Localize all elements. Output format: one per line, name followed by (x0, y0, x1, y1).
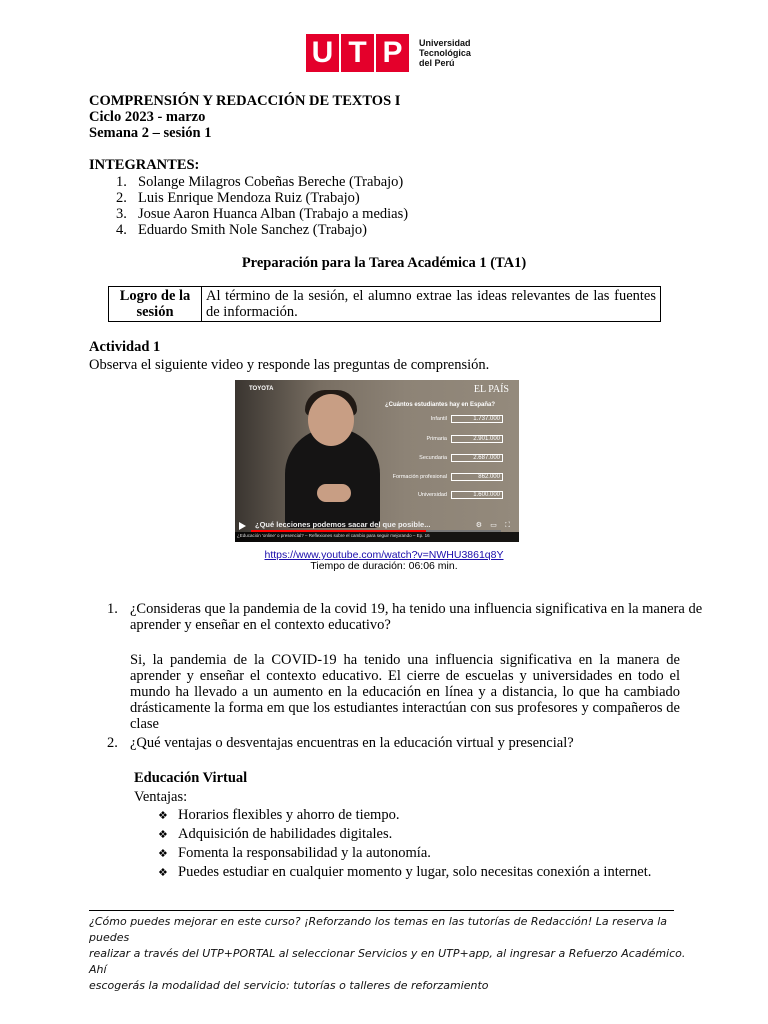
question-2: ¿Qué ventajas o desventajas encuentras en la educación virtual y presencial? (130, 735, 574, 751)
video-duration: Tiempo de duración: 06:06 min. (310, 560, 458, 572)
question-1-line-1: ¿Consideras que la pandemia de la covid 19, ha tenido una influencia significativa en la manera de (130, 601, 703, 617)
logo-letter-t: T (341, 34, 374, 72)
utp-logo (306, 34, 471, 72)
list-item: ❖ Puedes estudiar en cualquier momento y lugar, solo necesitas conexión a internet. (158, 864, 652, 880)
course-title: COMPRENSIÓN Y REDACCIÓN DE TEXTOS I (89, 93, 401, 109)
video-stat: Universidad 1.600.000 (385, 490, 503, 500)
member-item: 3. Josue Aaron Huanca Alban (Trabajo a medias) (116, 206, 409, 222)
video-controls-icons[interactable]: ⚙ ▭ ⛶ (475, 521, 513, 529)
logo-letter-p: P (376, 34, 409, 72)
video-stat: Infantil 1.737.000 (385, 414, 503, 424)
virtual-heading: Educación Virtual (134, 770, 248, 786)
members-heading: INTEGRANTES: (89, 157, 200, 173)
activity-title: Actividad 1 (89, 339, 161, 355)
footer-divider (89, 910, 674, 911)
member-item: 4. Eduardo Smith Nole Sanchez (Trabajo) (116, 222, 367, 238)
video-brand: TOYOTA (249, 386, 274, 392)
logo-letter-u: U (306, 34, 339, 72)
diamond-bullet-icon: ❖ (158, 866, 168, 879)
list-item: ❖ Fomenta la responsabilidad y la autonomía. (158, 845, 431, 861)
week-label: Semana 2 – sesión 1 (89, 125, 212, 141)
cycle-label: Ciclo 2023 - marzo (89, 109, 206, 125)
members-list (116, 174, 408, 238)
advantages-list (158, 806, 651, 882)
diamond-bullet-icon: ❖ (158, 847, 168, 860)
activity-instruction: Observa el siguiente video y responde las preguntas de comprensión. (89, 357, 490, 373)
video-publisher: EL PAÍS (473, 384, 509, 395)
presenter-head (308, 394, 354, 446)
footer-note: ¿Cómo puedes mejorar en este curso? ¡Reforzando los temas en las tutorías de Redacción! La reserva la puedes realizar a través del UTP+PORTAL al seleccionar Servicios y en UTP+app, al ingresar a Refuerzo Académico. Ahí escogerás la modalidad del servicio: tutorías o talleres de reforzamiento (89, 915, 686, 992)
video-caption: ¿Qué lecciones podemos sacar del que posible... (255, 520, 431, 529)
video-title-bar: ¿Educación 'online' o presencial? – Reflexiones sobre el cambio para seguir mejorando – Ep. 16 (235, 532, 519, 542)
diamond-bullet-icon: ❖ (158, 809, 168, 822)
logro-label: Logro de la sesión (109, 287, 202, 322)
video-player[interactable] (235, 380, 519, 542)
video-question: ¿Cuántos estudiantes hay en España? (385, 402, 496, 408)
list-item: ❖ Horarios flexibles y ahorro de tiempo. (158, 807, 400, 823)
presenter-hands (317, 484, 351, 502)
question-number: 2. (107, 735, 118, 751)
question-1-line-2: aprender y enseñar en el contexto educativo? (130, 617, 391, 633)
question-number: 1. (107, 601, 118, 617)
video-stat: Primaria 2.901.000 (385, 434, 503, 444)
member-item: 2. Luis Enrique Mendoza Ruiz (Trabajo) (116, 190, 360, 206)
advantages-label: Ventajas: (134, 789, 188, 805)
list-item: ❖ Adquisición de habilidades digitales. (158, 826, 393, 842)
logro-text: Al término de la sesión, el alumno extrae las ideas relevantes de las fuentes de información. (202, 287, 661, 322)
video-stat: Secundaria 2.687.000 (385, 453, 503, 463)
video-stat: Formación profesional 862.000 (385, 472, 503, 482)
video-url-link[interactable]: https://www.youtube.com/watch?v=NWHU3861q8Y (264, 549, 504, 561)
logro-table (108, 286, 661, 322)
member-item: 1. Solange Milagros Cobeñas Bereche (Trabajo) (116, 174, 404, 190)
play-icon[interactable] (239, 522, 246, 530)
section-title: Preparación para la Tarea Académica 1 (TA1) (241, 255, 527, 271)
diamond-bullet-icon: ❖ (158, 828, 168, 841)
logo-university-name: Universidad Tecnológica del Perú (419, 38, 471, 68)
answer-1: Si, la pandemia de la COVID-19 ha tenido una influencia significativa en la manera de aprender y enseñar el contexto educativo. El cierre de escuelas y universidades en todo el mundo ha llevado a un aumento en la educación en línea y a distancia, lo que ha cambiado drásticamente la forma em que los estudiantes interactúan con sus profesores y compañeros de clase (130, 652, 680, 732)
